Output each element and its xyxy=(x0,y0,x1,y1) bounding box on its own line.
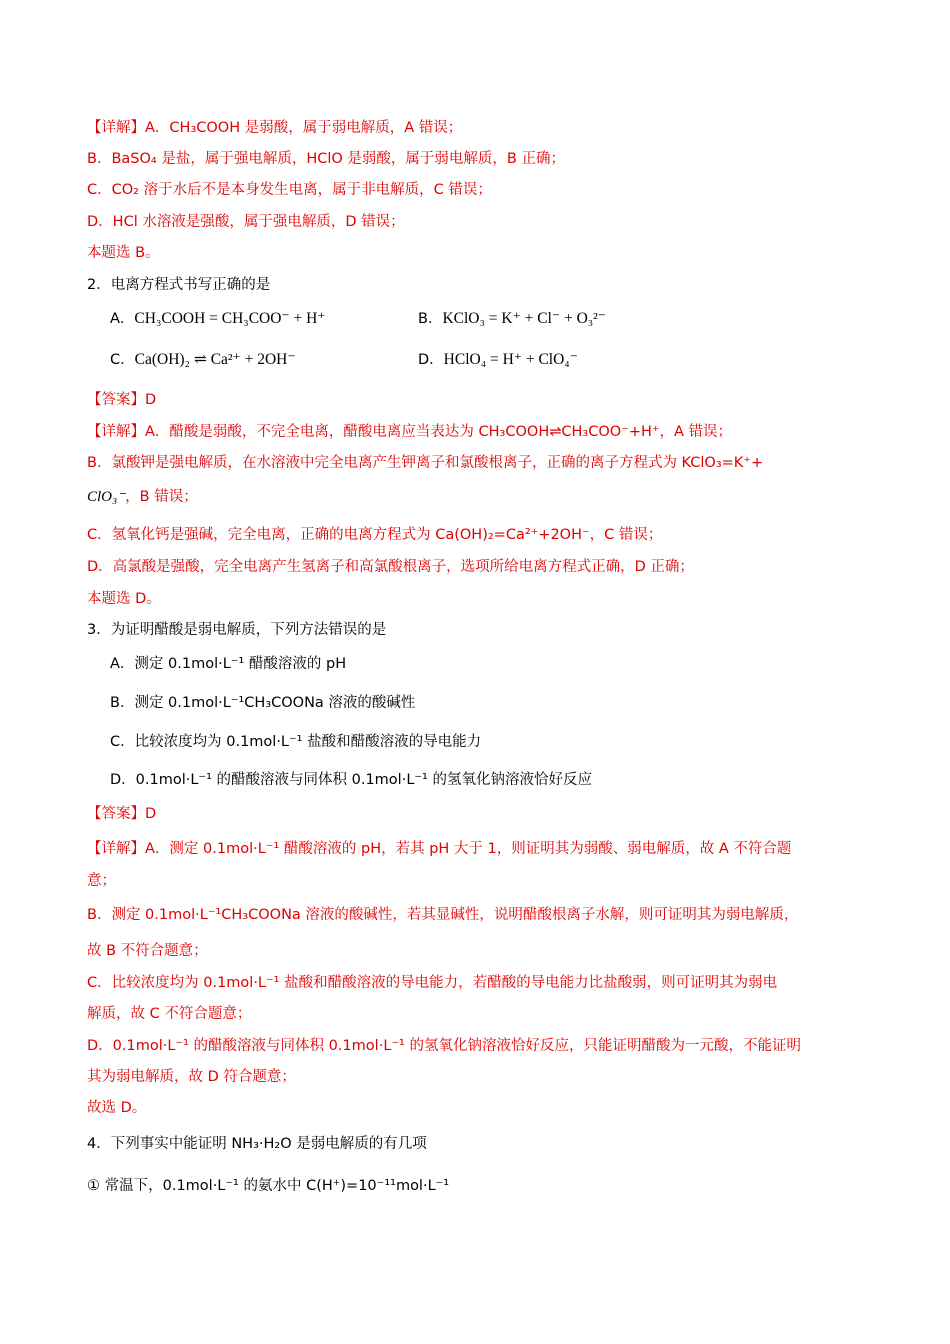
q4-item-1: ① 常温下，0.1mol·L⁻¹ 的氨水中 C(H⁺)=10⁻¹¹mol·L⁻¹ xyxy=(87,1178,450,1194)
q2-analysis-c: C．氢氧化钙是强碱，完全电离，正确的电离方程式为 Ca(OH)₂=Ca²⁺+2OH⁻，C 错误； xyxy=(87,527,663,543)
q3-analysis-a-cont: 意； xyxy=(87,873,116,889)
q2-option-d-formula: HClO₄ = H⁺ + ClO₄⁻ xyxy=(443,351,578,368)
q2-analysis-b-tail: ，B 错误； xyxy=(125,489,198,505)
q3-answer: 【答案】D xyxy=(87,806,157,822)
q2-option-a-label: A． xyxy=(110,311,135,327)
q3-stem: 3．为证明醋酸是弱电解质，下列方法错误的是 xyxy=(87,622,387,638)
q1-analysis-c: C．CO₂ 溶于水后不是本身发生电离，属于非电解质，C 错误； xyxy=(87,182,492,198)
q1-analysis-a: 【详解】A．CH₃COOH 是弱酸，属于弱电解质，A 错误； xyxy=(87,120,463,136)
q2-stem: 2．电离方程式书写正确的是 xyxy=(87,277,271,293)
q2-option-c-label: C． xyxy=(110,352,135,368)
q3-analysis-d: D．0.1mol·L⁻¹ 的醋酸溶液与同体积 0.1mol·L⁻¹ 的氢氧化钠溶液恰好反应，只能证明醋酸为一元酸，不能证明 xyxy=(87,1038,801,1054)
q3-analysis-c: C．比较浓度均为 0.1mol·L⁻¹ 盐酸和醋酸溶液的导电能力，若醋酸的导电能力比盐酸弱，则可证明其为弱电 xyxy=(87,975,778,991)
q3-analysis-b: B．测定 0.1mol·L⁻¹CH₃COONa 溶液的酸碱性，若其显碱性，说明醋酸根离子水解，则可证明其为弱电解质， xyxy=(87,907,799,923)
q2-analysis-d: D．高氯酸是强酸，完全电离产生氢离子和高氯酸根离子，选项所给电离方程式正确，D 正确； xyxy=(87,559,694,575)
q3-option-c: C．比较浓度均为 0.1mol·L⁻¹ 盐酸和醋酸溶液的导电能力 xyxy=(110,734,482,750)
q1-conclusion: 本题选 B。 xyxy=(87,245,160,261)
q3-analysis-c-cont: 解质，故 C 不符合题意； xyxy=(87,1006,252,1022)
q2-option-d xyxy=(418,350,578,370)
q3-option-d: D．0.1mol·L⁻¹ 的醋酸溶液与同体积 0.1mol·L⁻¹ 的氢氧化钠溶液恰好反应 xyxy=(110,772,592,788)
q2-option-c-formula: Ca(OH)₂ ⇌ Ca²⁺ + 2OH⁻ xyxy=(134,351,296,368)
q2-analysis-a: 【详解】A．醋酸是弱酸，不完全电离，醋酸电离应当表达为 CH₃COOH⇌CH₃COO⁻+H⁺，A 错误； xyxy=(87,424,733,440)
q1-analysis-d: D．HCl 水溶液是强酸，属于强电解质，D 错误； xyxy=(87,214,405,230)
q2-option-b xyxy=(418,309,606,329)
q2-analysis-b: B．氯酸钾是强电解质，在水溶液中完全电离产生钾离子和氯酸根离子，正确的离子方程式为 KClO₃=K⁺+ xyxy=(87,455,764,471)
q2-option-a xyxy=(110,309,325,329)
q3-option-b: B．测定 0.1mol·L⁻¹CH₃COONa 溶液的酸碱性 xyxy=(110,695,416,711)
q3-analysis-a: 【详解】A．测定 0.1mol·L⁻¹ 醋酸溶液的 pH，若其 pH 大于 1，则证明其为弱酸、弱电解质，故 A 不符合题 xyxy=(87,841,792,857)
q3-conclusion: 故选 D。 xyxy=(87,1100,147,1116)
q2-option-c xyxy=(110,350,296,370)
q4-stem: 4．下列事实中能证明 NH₃·H₂O 是弱电解质的有几项 xyxy=(87,1136,427,1152)
q2-option-d-label: D． xyxy=(418,352,444,368)
q2-analysis-b-cont xyxy=(87,487,198,507)
q3-analysis-b-cont: 故 B 不符合题意； xyxy=(87,943,208,959)
q2-answer: 【答案】D xyxy=(87,392,157,408)
q3-option-a: A．测定 0.1mol·L⁻¹ 醋酸溶液的 pH xyxy=(110,656,347,672)
q2-option-b-label: B． xyxy=(418,311,443,327)
q2-conclusion: 本题选 D。 xyxy=(87,591,161,607)
q1-analysis-b: B．BaSO₄ 是盐，属于强电解质，HClO 是弱酸，属于弱电解质，B 正确； xyxy=(87,151,565,167)
q3-analysis-d-cont: 其为弱电解质，故 D 符合题意； xyxy=(87,1069,296,1085)
q2-clo3-formula: ClO₃⁻ xyxy=(87,489,126,505)
q2-option-a-formula: CH₃COOH = CH₃COO⁻ + H⁺ xyxy=(134,310,326,327)
q2-option-b-formula: KClO₃ = K⁺ + Cl⁻ + O₃²⁻ xyxy=(442,310,606,327)
